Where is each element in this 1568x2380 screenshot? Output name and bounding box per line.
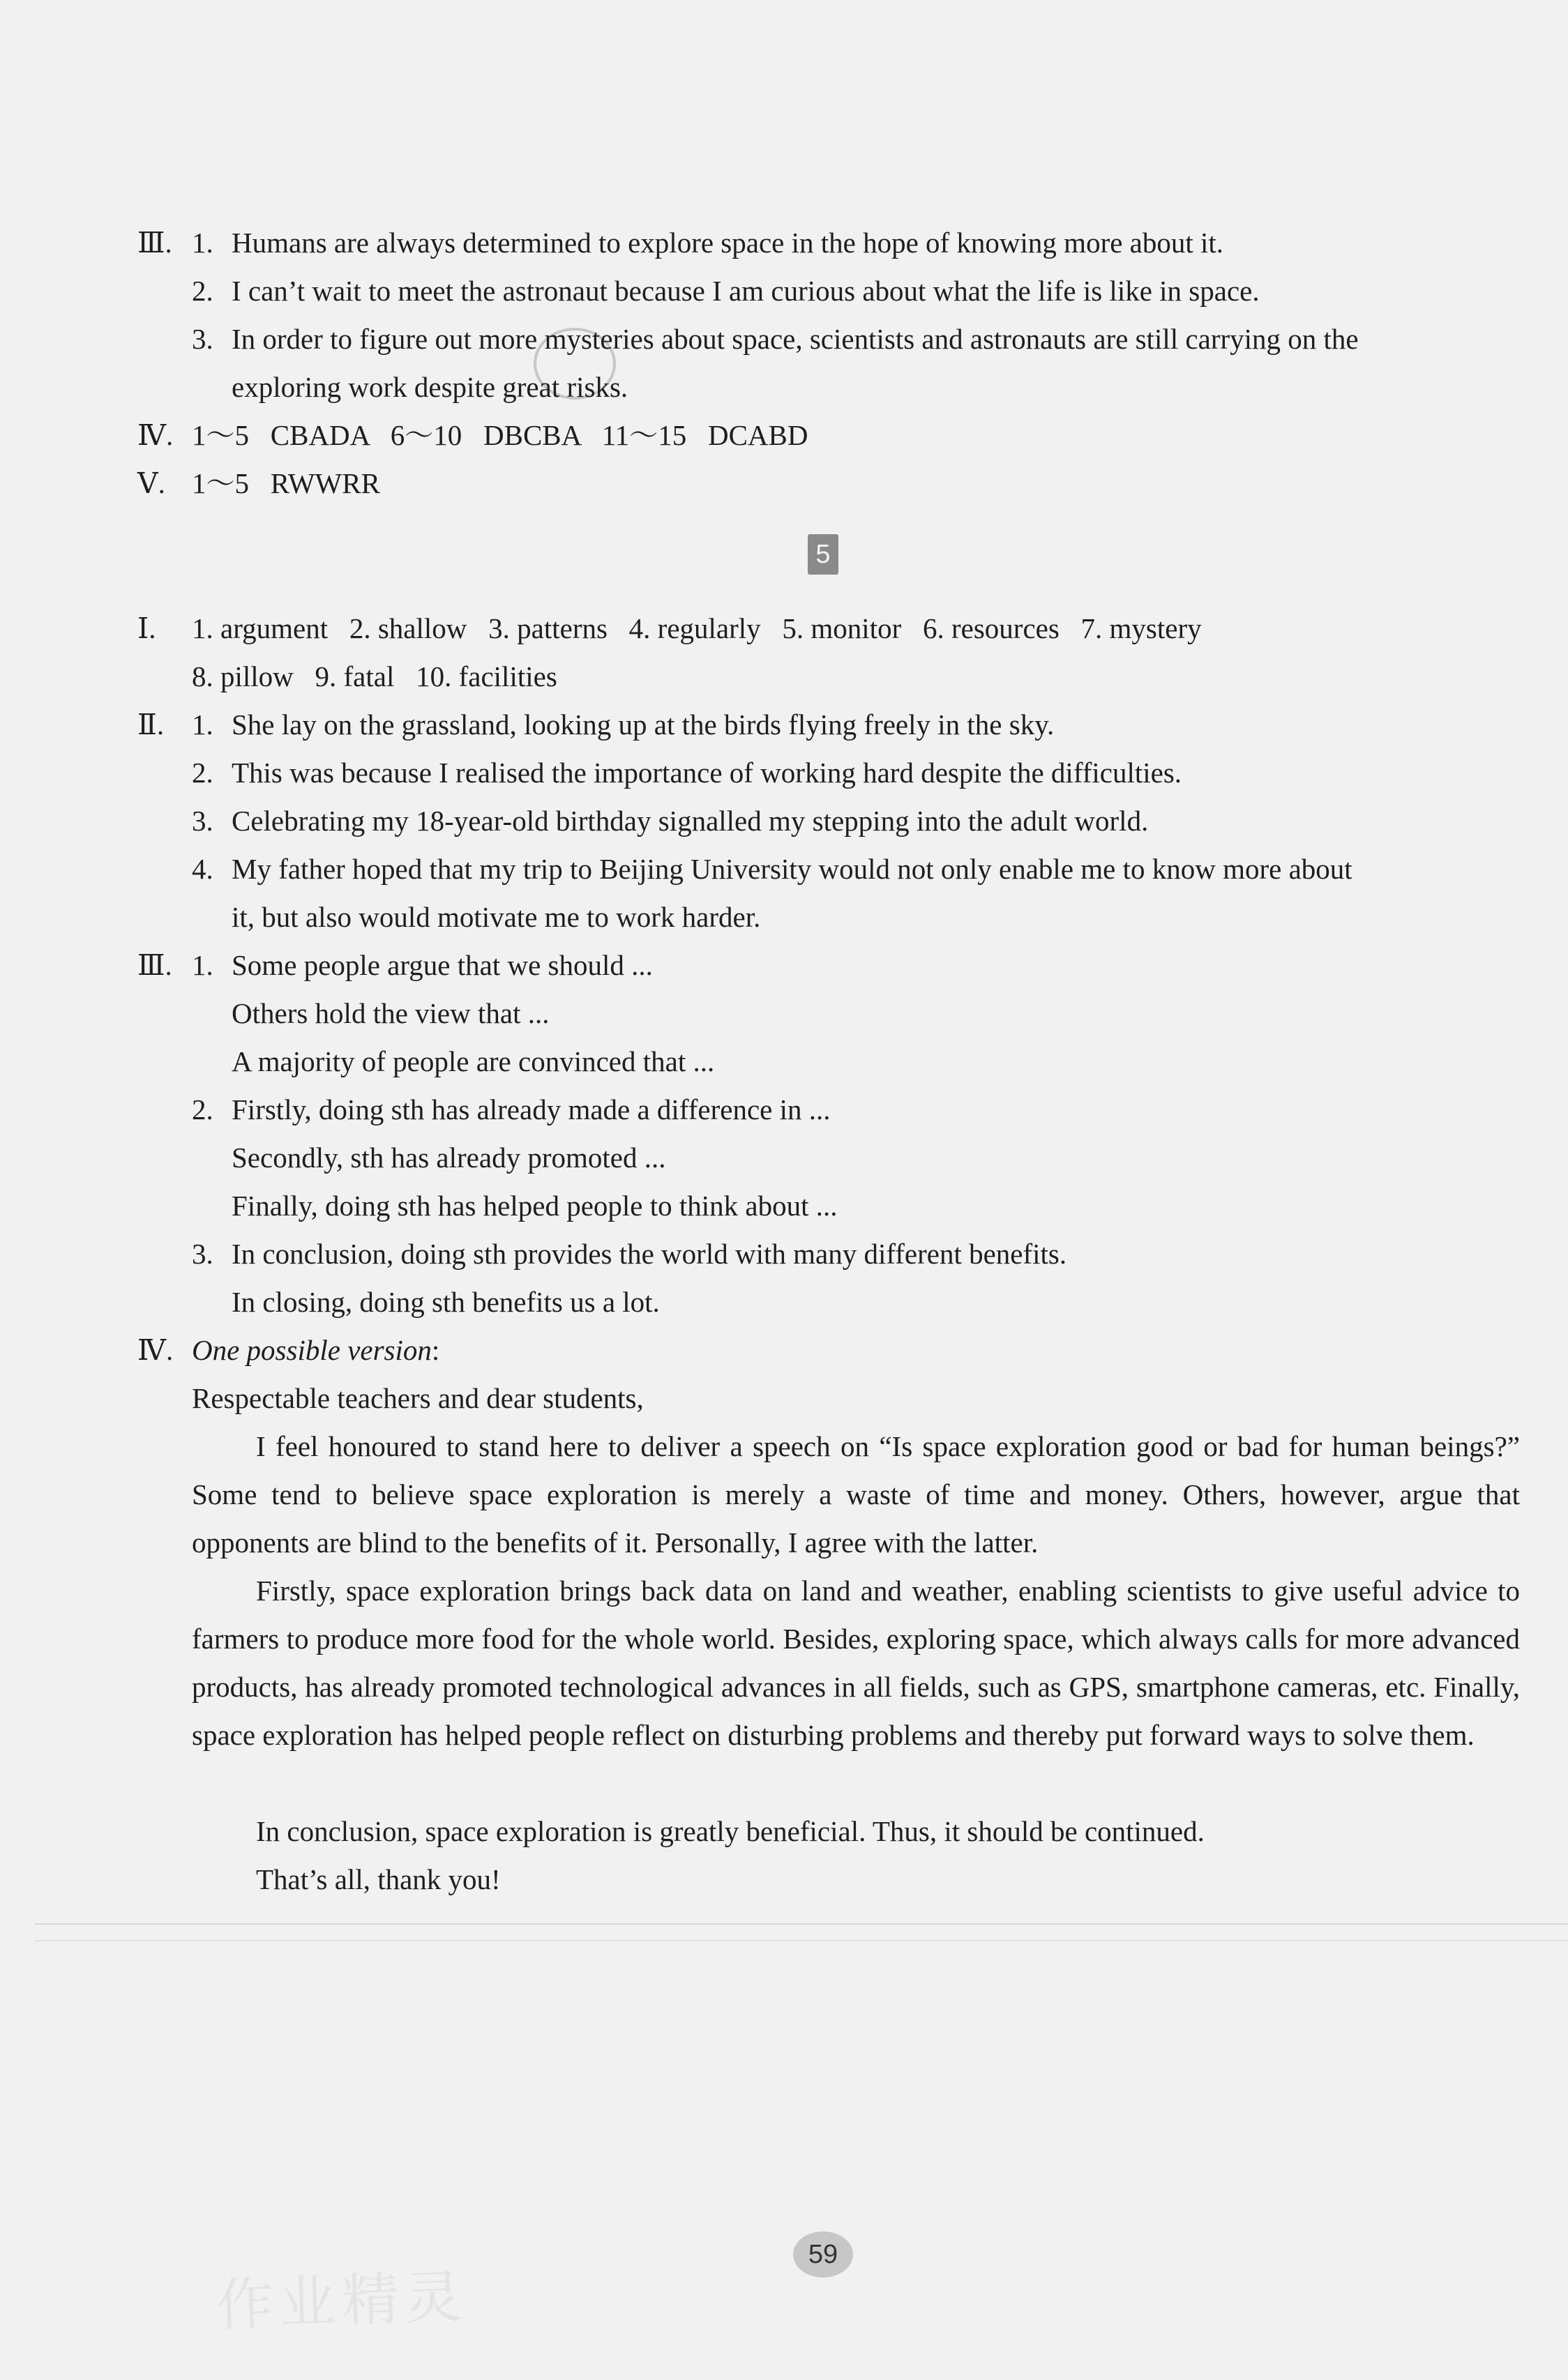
answer-sentence: Humans are always determined to explore space in the hope of knowing more about it. — [232, 227, 1224, 259]
item-number: 3. — [192, 323, 213, 355]
item-number: 1. — [192, 949, 213, 981]
version-heading — [192, 1331, 439, 1370]
page-number: 59 — [793, 2231, 853, 2277]
answer-sentence: I can’t wait to meet the astronaut because I am curious about what the life is like in space. — [232, 275, 1260, 307]
phrase-line: In conclusion, doing sth provides the world with many different benefits. — [232, 1238, 1067, 1270]
phrase-line: Some people argue that we should ... — [232, 949, 653, 981]
version-label: One possible version — [192, 1334, 432, 1366]
answer-sentence-continued: it, but also would motivate me to work harder. — [232, 901, 761, 933]
phrase-line: Firstly, doing sth has already made a difference in ... — [232, 1093, 831, 1125]
speech-paragraph-3: In conclusion, space exploration is greatly beneficial. Thus, it should be continued. — [256, 1815, 1205, 1847]
answer-sentence: In order to figure out more mysteries about space, scientists and astronauts are still carrying on the — [232, 323, 1359, 355]
vocabulary-answers-line1: 1. argument 2. shallow 3. patterns 4. regularly 5. monitor 6. resources 7. mystery — [192, 612, 1202, 644]
phrase-line: Others hold the view that ... — [232, 997, 550, 1029]
vocabulary-answers-line2: 8. pillow 9. fatal 10. facilities — [192, 660, 557, 692]
section-label-I: Ⅰ. — [137, 612, 156, 644]
divider-line — [35, 1940, 1568, 1941]
item-number: 2. — [192, 757, 213, 789]
item-number: 1. — [192, 227, 213, 259]
answer-sentence: Celebrating my 18-year-old birthday signalled my stepping into the adult world. — [232, 805, 1149, 837]
section-label-II: Ⅱ. — [137, 708, 165, 741]
phrase-line: Secondly, sth has already promoted ... — [232, 1142, 666, 1174]
phrase-line: Finally, doing sth has helped people to think about ... — [232, 1190, 838, 1222]
divider-line — [35, 1923, 1568, 1925]
speech-closing: That’s all, thank you! — [256, 1863, 501, 1895]
true-false-answers: 1～5 RWWRR — [192, 467, 380, 499]
item-number: 1. — [192, 708, 213, 741]
item-number: 3. — [192, 805, 213, 837]
phrase-line: In closing, doing sth benefits us a lot. — [232, 1286, 660, 1318]
section-label-III: Ⅲ. — [137, 227, 172, 259]
version-colon: : — [431, 1334, 440, 1366]
answer-sentence: She lay on the grassland, looking up at the birds flying freely in the sky. — [232, 708, 1055, 741]
unit-number-badge: 5 — [808, 534, 838, 575]
item-number: 4. — [192, 853, 213, 885]
answer-sentence-continued: exploring work despite great risks. — [232, 371, 628, 403]
multiple-choice-answers: 1～5 CBADA 6～10 DBCBA 11～15 DCABD — [192, 419, 808, 451]
item-number: 2. — [192, 1093, 213, 1125]
item-number: 3. — [192, 1238, 213, 1270]
section-label-V: Ⅴ. — [137, 467, 165, 499]
watermark-text: 作业精灵 — [215, 2264, 469, 2340]
item-number: 2. — [192, 275, 213, 307]
speech-paragraph-1: I feel honoured to stand here to deliver a speech on “Is space exploration good or bad for human beings?” Some tend to believe space exploration is merely a waste of time and money. Others, however, argue that opponents are blind to the benefits of it. Personally, I agree with the latter. — [192, 1430, 1520, 1559]
answer-sentence: My father hoped that my trip to Beijing University would not only enable me to know more about — [232, 853, 1352, 885]
answer-sentence: This was because I realised the importance of working hard despite the difficulties. — [232, 757, 1182, 789]
phrase-line: A majority of people are convinced that ... — [232, 1045, 715, 1077]
speech-greeting: Respectable teachers and dear students, — [192, 1382, 644, 1414]
section-label-IV: Ⅳ. — [137, 419, 174, 451]
section-label-III: Ⅲ. — [137, 949, 172, 981]
speech-paragraph-2: Firstly, space exploration brings back data on land and weather, enabling scientists to give useful advice to farmers to produce more food for the whole world. Besides, exploring space, which always calls for more advanced products, has already promoted technological advances in all fields, such as GPS, smartphone cameras, etc. Finally, space exploration has helped people reflect on disturbing problems and thereby put forward ways to solve them. — [192, 1575, 1520, 1751]
section-label-IV: Ⅳ. — [137, 1334, 174, 1366]
